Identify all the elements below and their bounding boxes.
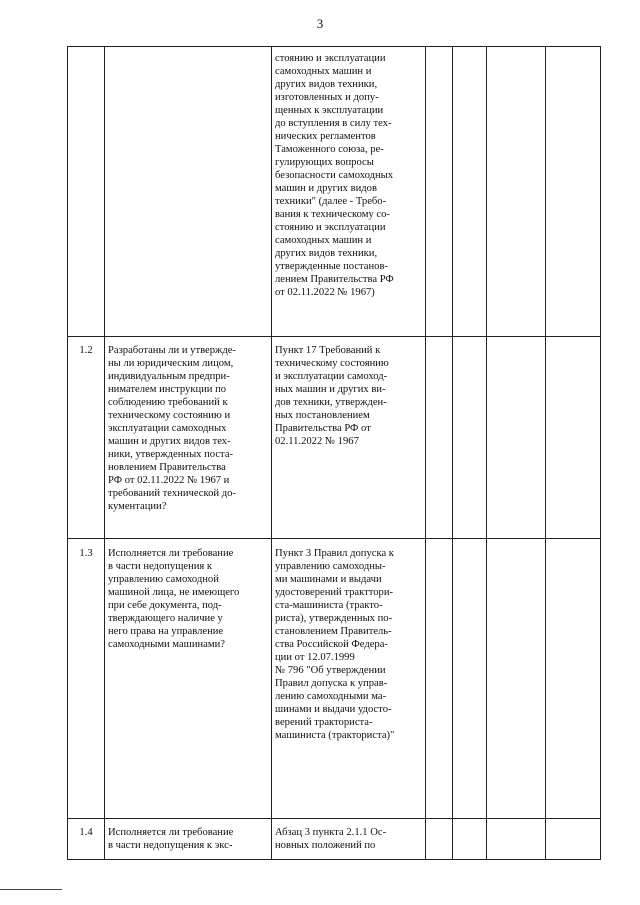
- row-number: 1.3: [79, 548, 93, 559]
- row-number: 1.4: [79, 827, 93, 838]
- row-question: Разработаны ли и утвержде- ны ли юридическим лицом, индивидуальным предпри- нимателем инструкции по соблюдению требований к техническому состоянию и эксплуатации самоходных машин и других видов тех- ники, утвержденных поста- новлением Правительства РФ от 02.11.2022 № 1967 и требований технической до- кументации?: [108, 345, 236, 512]
- row-reference: стоянию и эксплуатации самоходных машин и других видов техники, изготовленных и допу- щенных к эксплуатации до вступления в силу тех- нических регламентов Таможенного союза, ре- гулирующих вопросы безопасности самоходных машин и других видов техники" (далее - Требо- вания к техническому со- стоянию и эксплуатации самоходных машин и других видов техники, утвержденные постанов- лением Правительства РФ от 02.11.2022 № 1967): [275, 53, 394, 298]
- row-question: Исполняется ли требование в части недопущения к управлению самоходной машиной лица, не имеющего при себе документа, под- тверждающего наличие у него права на управление самоходными машинами?: [108, 548, 240, 650]
- row-number: 1.2: [79, 345, 93, 356]
- row-reference: Абзац 3 пункта 2.1.1 Ос- новных положений по: [275, 827, 387, 851]
- page-number: 3: [316, 16, 324, 31]
- footnote-separator: [0, 889, 62, 890]
- row-reference: Пункт 3 Правил допуска к управлению самоходны- ми машинами и выдачи удостоверений тракттори- ста-машиниста (тракто- риста), утвержденных по- становлением Правитель- ства Российской Федера- ции от 12.07.1999 № 796 "Об утверждении Правил допуска к управ- лению самоходными ма- шинами и выдачи удосто- верений тракториста- машиниста (тракториста)": [275, 548, 395, 741]
- row-question: Исполняется ли требование в части недопущения к экс-: [108, 827, 234, 851]
- row-reference: Пункт 17 Требований к техническому состоянию и эксплуатации самоход- ных машин и других ви- дов техники, утвержден- ных постановлением Правительства РФ от 02.11.2022 № 1967: [275, 345, 389, 447]
